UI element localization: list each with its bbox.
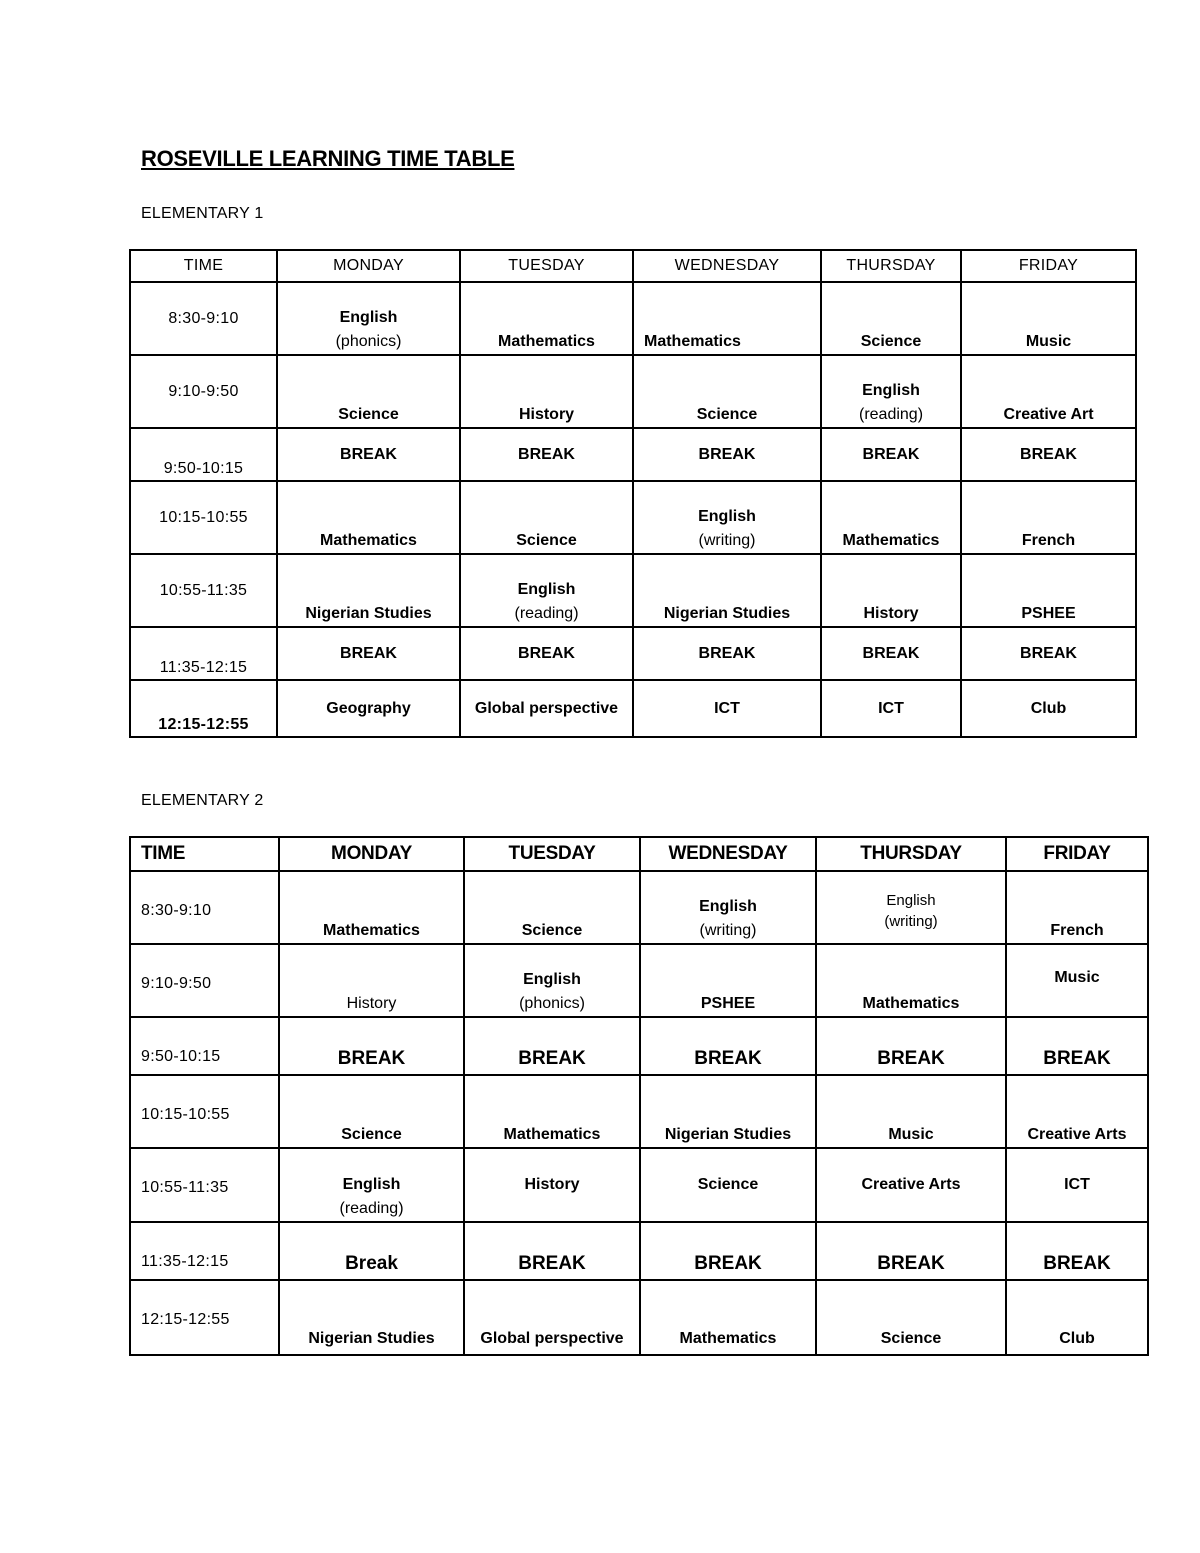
lesson-name: History (524, 1176, 580, 1193)
lesson-cell (277, 554, 460, 627)
header-monday: MONDAY (279, 837, 464, 871)
lesson-name: Geography (326, 699, 411, 717)
time-slot: 9:10-9:50 (130, 355, 277, 428)
table-row (130, 1280, 1148, 1355)
lesson-name: BREAK (518, 1253, 586, 1274)
lesson-cell (961, 554, 1136, 627)
table-row (130, 871, 1148, 944)
lesson-cell (460, 355, 633, 428)
lesson-cell (633, 355, 821, 428)
lesson-name: Mathematics (320, 532, 417, 549)
time-slot: 10:55-11:35 (130, 554, 277, 627)
lesson-cell (816, 1280, 1006, 1355)
lesson-name: Creative Art (1003, 406, 1094, 423)
lesson-cell (460, 282, 633, 355)
header-time: TIME (130, 250, 277, 282)
lesson-name: Science (338, 406, 399, 423)
lesson-name: BREAK (1043, 1048, 1111, 1069)
lesson-name: ICT (878, 699, 904, 717)
lesson-cell (464, 944, 640, 1017)
lesson-name: Science (697, 1176, 759, 1193)
lesson-cell (821, 680, 961, 737)
lesson-cell (277, 627, 460, 680)
lesson-cell (464, 1017, 640, 1075)
lesson-detail: (reading) (514, 605, 579, 622)
lesson-name: English (517, 581, 576, 598)
lesson-name: Music (1054, 969, 1100, 986)
time-slot: 11:35-12:15 (130, 1222, 279, 1280)
table-row (130, 481, 1136, 554)
lesson-name: Mathematics (503, 1126, 601, 1143)
lesson-name: BREAK (694, 1253, 762, 1274)
table-row (130, 428, 1136, 481)
elementary-1-label: ELEMENTARY 1 (141, 205, 264, 222)
table-row (130, 1222, 1148, 1280)
lesson-cell (1006, 871, 1148, 944)
lesson-cell (961, 627, 1136, 680)
lesson-name: ICT (714, 699, 740, 717)
lesson-name: PSHEE (700, 995, 756, 1012)
lesson-name: Music (888, 1126, 934, 1143)
lesson-cell (460, 680, 633, 737)
lesson-name: BREAK (698, 445, 756, 463)
lesson-name: French (1021, 532, 1076, 549)
lesson-cell (279, 1280, 464, 1355)
lesson-name: BREAK (340, 644, 397, 662)
lesson-name: BREAK (1020, 445, 1077, 463)
lesson-cell (1006, 1075, 1148, 1148)
lesson-cell (640, 1222, 816, 1280)
lesson-cell (961, 680, 1136, 737)
time-slot: 12:15-12:55 (130, 1280, 279, 1355)
lesson-cell (279, 871, 464, 944)
lesson-cell (464, 1280, 640, 1355)
table-row (130, 282, 1136, 355)
elementary-2-timetable (129, 836, 1149, 1356)
lesson-cell (464, 1222, 640, 1280)
lesson-cell (1006, 1148, 1148, 1222)
header-thursday: THURSDAY (816, 837, 1006, 871)
lesson-cell (460, 481, 633, 554)
lesson-cell (633, 680, 821, 737)
lesson-cell (640, 944, 816, 1017)
lesson-name: BREAK (518, 644, 575, 662)
table-row (130, 944, 1148, 1017)
lesson-cell (279, 1148, 464, 1222)
lesson-cell (640, 1075, 816, 1148)
header-friday: FRIDAY (1006, 837, 1148, 871)
lesson-cell (464, 1075, 640, 1148)
table-row (130, 1148, 1148, 1222)
lesson-cell (821, 428, 961, 481)
lesson-name: BREAK (698, 644, 756, 662)
lesson-name: BREAK (518, 445, 575, 463)
lesson-detail: (writing) (698, 532, 756, 549)
lesson-cell (816, 1075, 1006, 1148)
lesson-name: BREAK (694, 1048, 762, 1069)
time-slot: 8:30-9:10 (130, 282, 277, 355)
table-row (130, 355, 1136, 428)
lesson-name: English (698, 508, 756, 525)
time-slot: 9:50-10:15 (130, 1017, 279, 1075)
lesson-cell (277, 428, 460, 481)
header-thursday: THURSDAY (821, 250, 961, 282)
lesson-cell (460, 627, 633, 680)
lesson-cell (961, 282, 1136, 355)
lesson-name: History (863, 605, 919, 622)
lesson-name: Mathematics (679, 1330, 777, 1347)
lesson-cell (279, 1075, 464, 1148)
lesson-name: English (342, 1176, 401, 1193)
document-title: ROSEVILLE LEARNING TIME TABLE (141, 146, 515, 171)
lesson-name: Science (341, 1126, 402, 1143)
lesson-name: BREAK (877, 1253, 945, 1274)
table-row (130, 554, 1136, 627)
lesson-name: English (699, 898, 757, 915)
lesson-name: History (518, 406, 575, 423)
lesson-cell (1006, 944, 1148, 1017)
lesson-cell (279, 1222, 464, 1280)
lesson-cell (640, 1280, 816, 1355)
lesson-cell (633, 481, 821, 554)
lesson-cell (277, 282, 460, 355)
lesson-name: English (862, 382, 920, 399)
header-row (130, 250, 1136, 282)
lesson-name: Creative Arts (861, 1176, 961, 1193)
lesson-cell (464, 871, 640, 944)
lesson-name: Mathematics (323, 922, 420, 939)
time-slot: 8:30-9:10 (130, 871, 279, 944)
lesson-name: BREAK (1043, 1253, 1111, 1274)
time-slot: 11:35-12:15 (130, 627, 277, 680)
lesson-cell (961, 481, 1136, 554)
table-row (130, 680, 1136, 737)
lesson-detail: (writing) (884, 913, 938, 930)
lesson-cell (1006, 1222, 1148, 1280)
header-time: TIME (130, 837, 279, 871)
lesson-cell (821, 627, 961, 680)
lesson-name: Nigerian Studies (663, 605, 791, 622)
header-row (130, 837, 1148, 871)
lesson-cell (816, 1017, 1006, 1075)
lesson-name: Science (696, 406, 758, 423)
lesson-name: Science (516, 532, 577, 549)
lesson-cell (816, 1148, 1006, 1222)
lesson-name: Mathematics (842, 532, 940, 549)
lesson-name: English (523, 971, 581, 988)
lesson-cell (277, 481, 460, 554)
lesson-name: Club (1030, 699, 1067, 717)
lesson-name: BREAK (337, 1048, 406, 1069)
lesson-cell (460, 554, 633, 627)
lesson-name: ICT (1064, 1176, 1090, 1193)
lesson-name: Nigerian Studies (308, 1330, 435, 1347)
lesson-name: History (346, 995, 397, 1012)
lesson-name: Nigerian Studies (664, 1126, 792, 1143)
lesson-cell (1006, 1280, 1148, 1355)
lesson-name: Club (1059, 1330, 1095, 1347)
lesson-cell (961, 428, 1136, 481)
lesson-detail: (reading) (858, 406, 924, 423)
lesson-cell (464, 1148, 640, 1222)
lesson-cell (821, 355, 961, 428)
header-wednesday: WEDNESDAY (640, 837, 816, 871)
lesson-cell (821, 554, 961, 627)
elementary-2-label: ELEMENTARY 2 (141, 792, 264, 809)
lesson-cell (633, 282, 821, 355)
lesson-cell (816, 1222, 1006, 1280)
lesson-cell (1006, 1017, 1148, 1075)
lesson-name: Science (521, 922, 583, 939)
lesson-name: Global perspective (480, 1330, 624, 1347)
lesson-name: English (339, 309, 398, 326)
lesson-name: Nigerian Studies (305, 605, 432, 622)
lesson-cell (821, 282, 961, 355)
header-tuesday: TUESDAY (460, 250, 633, 282)
lesson-name: BREAK (340, 445, 397, 463)
time-slot: 9:50-10:15 (130, 428, 277, 481)
lesson-cell (633, 627, 821, 680)
lesson-name: Mathematics (498, 333, 595, 350)
table-row (130, 1017, 1148, 1075)
lesson-cell (277, 355, 460, 428)
lesson-cell (816, 871, 1006, 944)
lesson-name: Science (880, 1330, 942, 1347)
header-tuesday: TUESDAY (464, 837, 640, 871)
lesson-cell (961, 355, 1136, 428)
lesson-name: Creative Arts (1027, 1126, 1127, 1143)
table-row (130, 627, 1136, 680)
lesson-name: English (886, 892, 936, 909)
time-slot: 10:55-11:35 (130, 1148, 279, 1222)
lesson-name: BREAK (518, 1048, 586, 1069)
lesson-name: French (1050, 922, 1104, 939)
lesson-name: Break (345, 1253, 398, 1274)
header-friday: FRIDAY (961, 250, 1136, 282)
lesson-cell (816, 944, 1006, 1017)
lesson-cell (279, 1017, 464, 1075)
lesson-name: BREAK (862, 644, 920, 662)
lesson-cell (640, 1017, 816, 1075)
elementary-1-timetable (129, 249, 1137, 738)
lesson-cell (633, 428, 821, 481)
time-slot: 9:10-9:50 (130, 944, 279, 1017)
lesson-cell (640, 1148, 816, 1222)
lesson-detail: (phonics) (519, 995, 585, 1012)
lesson-cell (460, 428, 633, 481)
lesson-name: BREAK (862, 445, 920, 463)
lesson-name: Mathematics (862, 995, 960, 1012)
time-slot: 10:15-10:55 (130, 481, 277, 554)
lesson-name: Mathematics (644, 333, 741, 350)
lesson-detail: (reading) (339, 1200, 404, 1217)
lesson-cell (277, 680, 460, 737)
header-monday: MONDAY (277, 250, 460, 282)
header-wednesday: WEDNESDAY (633, 250, 821, 282)
lesson-cell (279, 944, 464, 1017)
lesson-name: Music (1025, 333, 1072, 350)
time-slot: 12:15-12:55 (130, 680, 277, 737)
lesson-name: Global perspective (474, 699, 619, 717)
lesson-name: BREAK (877, 1048, 945, 1069)
lesson-name: Science (860, 333, 922, 350)
lesson-cell (640, 871, 816, 944)
lesson-detail: (writing) (699, 922, 757, 939)
time-slot: 10:15-10:55 (130, 1075, 279, 1148)
lesson-name: BREAK (1020, 644, 1077, 662)
table-row (130, 1075, 1148, 1148)
lesson-cell (633, 554, 821, 627)
lesson-detail: (phonics) (335, 333, 402, 350)
lesson-name: PSHEE (1021, 605, 1076, 622)
lesson-cell (821, 481, 961, 554)
